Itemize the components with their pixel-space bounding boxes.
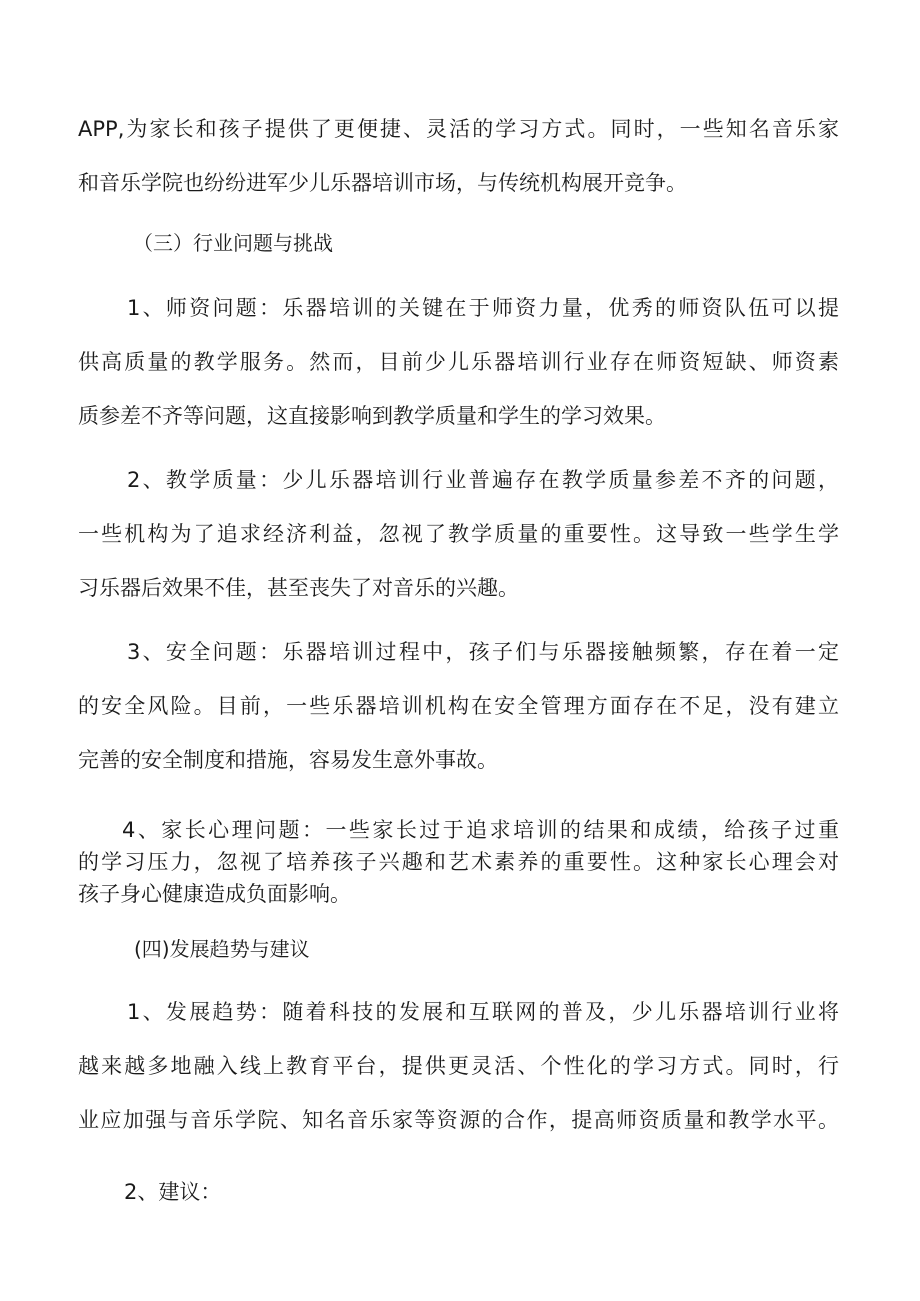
paragraph-line: 供高质量的教学服务。然而，目前少儿乐器培训行业存在师资短缺、师资素 xyxy=(78,350,839,374)
paragraph-line: 的学习压力，忽视了培养孩子兴趣和艺术素养的重要性。这种家长心理会对 xyxy=(78,850,839,874)
paragraph-line: 完善的安全制度和措施，容易发生意外事故。 xyxy=(78,748,498,772)
paragraph-line: APP,为家长和孩子提供了更便捷、灵活的学习方式。同时，一些知名音乐家 xyxy=(78,117,839,141)
paragraph-line: 业应加强与音乐学院、知名音乐家等资源的合作，提高师资质量和教学水平。 xyxy=(78,1108,839,1132)
paragraph-line: 和音乐学院也纷纷进军少儿乐器培训市场，与传统机构展开竞争。 xyxy=(78,171,687,195)
paragraph-line: 1、师资问题：乐器培训的关键在于师资力量，优秀的师资队伍可以提 xyxy=(127,296,839,320)
section-heading: (四)发展趋势与建议 xyxy=(134,937,310,961)
paragraph-line: 4、家长心理问题：一些家长过于追求培训的结果和成绩，给孩子过重 xyxy=(122,818,839,842)
paragraph-line: 一些机构为了追求经济利益，忽视了教学质量的重要性。这导致一些学生学 xyxy=(78,522,839,546)
paragraph-line: 2、教学质量：少儿乐器培训行业普遍存在教学质量参差不齐的问题， xyxy=(127,468,839,492)
paragraph-line: 习乐器后效果不佳，甚至丧失了对音乐的兴趣。 xyxy=(78,576,519,600)
paragraph-line: 孩子身心健康造成负面影响。 xyxy=(78,882,351,906)
paragraph-line: 1、发展趋势：随着科技的发展和互联网的普及，少儿乐器培训行业将 xyxy=(127,1000,839,1024)
paragraph-line: 质参差不齐等问题，这直接影响到教学质量和学生的学习效果。 xyxy=(78,404,666,428)
paragraph-line: 2、建议： xyxy=(124,1180,222,1204)
paragraph-line: 越来越多地融入线上教育平台，提供更灵活、个性化的学习方式。同时，行 xyxy=(78,1054,839,1078)
paragraph-line: 的安全风险。目前，一些乐器培训机构在安全管理方面存在不足，没有建立 xyxy=(78,694,839,718)
section-heading: （三）行业问题与挑战 xyxy=(133,231,333,255)
paragraph-line: 3、安全问题：乐器培训过程中，孩子们与乐器接触频繁，存在着一定 xyxy=(127,640,839,664)
